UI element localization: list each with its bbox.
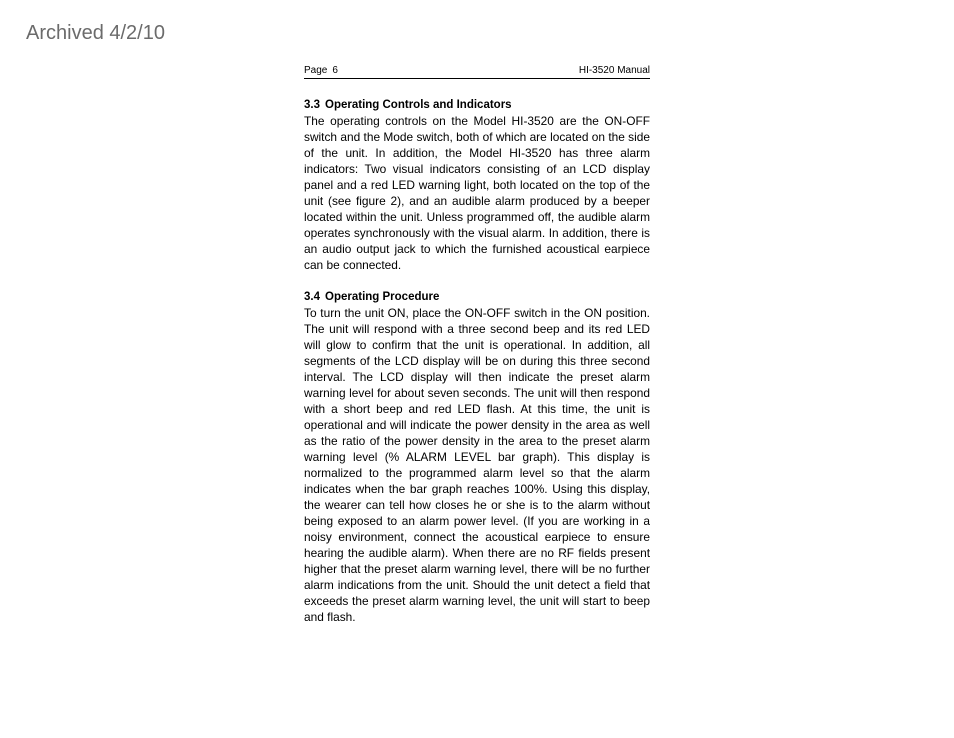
section-heading (304, 97, 650, 113)
section-body: The operating controls on the Model HI-3520 are the ON-OFF switch and the Mode switch, both of which are located on the side of the unit. In addition, the Model HI-3520 has three alarm indicators: Two visual indicators consisting of an LCD display panel and a red LED warning light, both located on the top of the unit (see figure 2), and an audible alarm produced by a beeper located within the unit. Unless programmed off, the audible alarm operates synchronously with the visual alarm. In addition, there is an audio output jack to which the furnished acoustical earpiece can be connected. (304, 114, 650, 272)
page-label: Page (304, 65, 328, 76)
section-body: To turn the unit ON, place the ON-OFF switch in the ON position. The unit will respond with a three second beep and its red LED will glow to confirm that the unit is operational. In addition, all segments of the LCD display will be on during this three second interval. The LCD display will then indicate the preset alarm warning level for about seven seconds. The unit will then respond with a short beep and red LED flash. At this time, the unit is operational and will indicate the power density in the area as well as the ratio of the power density in the area to the preset alarm warning level (% ALARM LEVEL bar graph). This display is normalized to the programmed alarm level so that the alarm indicates when the bar graph reaches 100%. Using this display, the wearer can tell how closes he or she is to the alarm without being exposed to an alarm power level. (If you are working in a noisy environment, connect the acoustical earpiece to ensure hearing the audible alarm). When there are no RF fields present higher that the preset alarm warning level, there will be no further alarm indications from the unit. Should the unit detect a field that exceeds the preset alarm warning level, the unit will start to beep and flash. (304, 306, 650, 624)
section-number: 3.3 (304, 99, 320, 111)
section-title: Operating Controls and Indicators (325, 99, 512, 111)
page-number-value: 6 (332, 65, 338, 76)
running-header (304, 64, 650, 79)
section-operating-procedure (304, 289, 650, 625)
section-heading (304, 289, 650, 305)
manual-page (304, 64, 650, 625)
manual-title: HI-3520 Manual (578, 65, 650, 76)
section-operating-controls (304, 97, 650, 273)
section-title: Operating Procedure (325, 291, 440, 303)
archived-date-stamp: Archived 4/2/10 (26, 22, 165, 44)
section-number: 3.4 (304, 291, 320, 303)
page-number (304, 64, 343, 77)
